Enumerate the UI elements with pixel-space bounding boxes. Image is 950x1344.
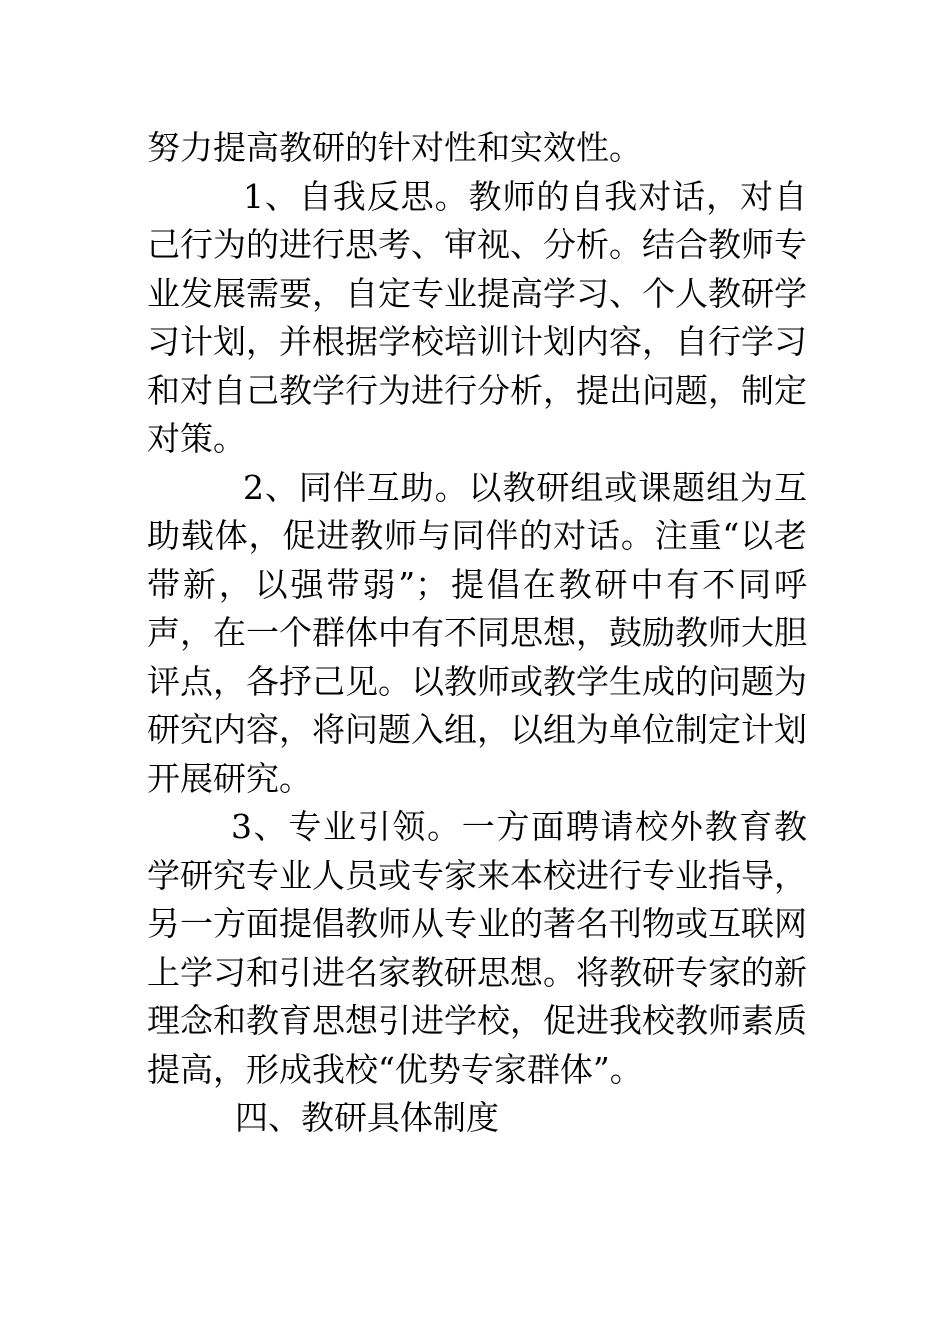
paragraph-professional-guidance: 3、专业引领。一方面聘请校外教育教学研究专业人员或专家来本校进行专业指导，另一方面提倡教师从专业的著名刊物或互联网上学习和引进名家教研思想。将教研专家的新理念和教育思想引进学校，促进我校教师素质提高，形成我校“优势专家群体”。 bbox=[147, 807, 807, 1089]
paragraph-self-reflection: 1、自我反思。教师的自我对话，对自己行为的进行思考、审视、分析。结合教师专业发展需要，自定专业提高学习、个人教研学习计划，并根据学校培训计划内容，自行学习和对自己教学行为进行分析，提出问题，制定对策。 bbox=[147, 176, 807, 458]
paragraph-continuation: 努力提高教研的针对性和实效性。 bbox=[147, 128, 642, 167]
section-heading: 四、教研具体制度 bbox=[235, 1098, 499, 1137]
document-body bbox=[147, 124, 807, 1143]
paragraph-peer-assistance: 2、同伴互助。以教研组或课题组为互助载体，促进教师与同伴的对话。注重“以老带新，以强带弱”；提倡在教研中有不同呼声，在一个群体中有不同思想，鼓励教师大胆评点，各抒己见。以教师或教学生成的问题为研究内容，将问题入组，以组为单位制定计划开展研究。 bbox=[147, 467, 807, 798]
